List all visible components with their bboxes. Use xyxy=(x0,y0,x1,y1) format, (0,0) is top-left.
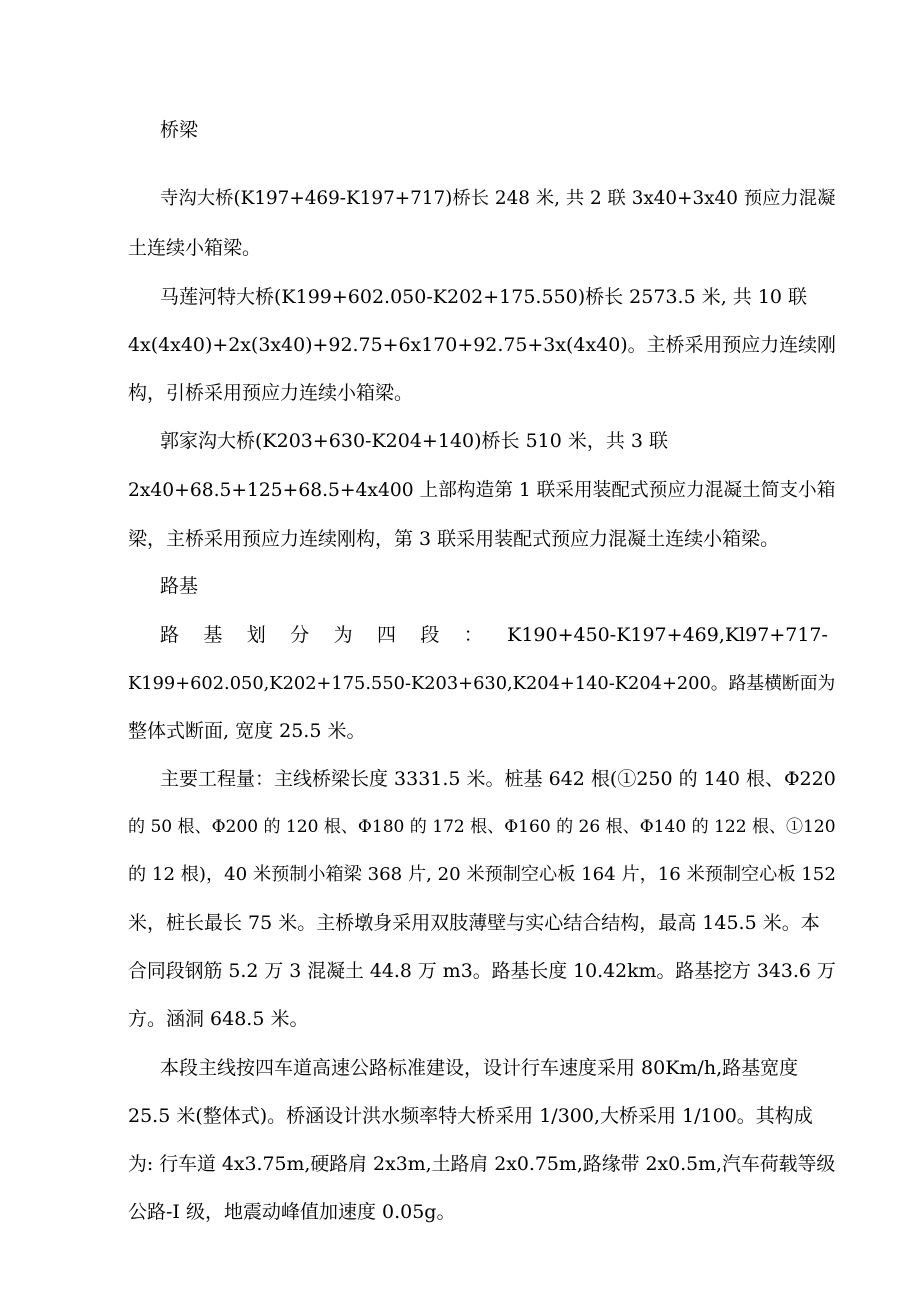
ma-lian-he-bridge-line-2: 4x(4x40)+2x(3x40)+92.75+6x170+92.75+3x(4x40)。主桥采用预应力连续刚 xyxy=(128,334,836,356)
roadbed-char: 分 xyxy=(290,624,310,646)
guo-jia-gou-bridge-line-3: 梁，主桥采用预应力连续刚构，第 3 联采用装配式预应力混凝土连续小箱梁。 xyxy=(128,528,780,550)
guo-jia-gou-bridge-line-2: 2x40+68.5+125+68.5+4x400 上部构造第 1 联采用装配式预应力混凝土简支小箱 xyxy=(128,480,836,501)
roadbed-char: 划 xyxy=(246,624,266,646)
standards-line-4: 公路-I 级，地震动峰值加速度 0.05g。 xyxy=(128,1201,456,1223)
roadbed-char: 为 xyxy=(333,624,353,646)
standards-line-1: 本段主线按四车道高速公路标准建设，设计行车速度采用 80Km/h,路基宽度 xyxy=(160,1057,799,1079)
roadbed-char: 四 xyxy=(376,624,396,646)
roadbed-char: 基 xyxy=(203,624,223,646)
quantities-line-3: 的 12 根)，40 米预制小箱梁 368 片, 20 米预制空心板 164 片，16 米预制空心板 152 xyxy=(128,864,836,885)
quantities-line-6: 方。涵洞 648.5 米。 xyxy=(128,1008,309,1030)
quantities-line-4: 米，桩长最长 75 米。主桥墩身采用双肢薄壁与实心结合结构，最高 145.5 米。本 xyxy=(128,912,820,934)
roadbed-char: ： xyxy=(463,624,483,646)
si-gou-bridge-line-2: 土连续小箱梁。 xyxy=(128,237,262,259)
roadbed-char: 路 xyxy=(160,624,180,646)
standards-line-3: 为: 行车道 4x3.75m,硬路肩 2x3m,土路肩 2x0.75m,路缘带 2x0.5m,汽车荷载等级 xyxy=(128,1153,836,1175)
si-gou-bridge-line-1: 寺沟大桥(K197+469-K197+717)桥长 248 米, 共 2 联 3x40+3x40 预应力混凝 xyxy=(160,188,836,209)
roadbed-char: K190+450-K197+469,Kl97+717- xyxy=(507,624,828,646)
roadbed-line-1 xyxy=(160,620,828,650)
quantities-line-1: 主要工程量：主线桥梁长度 3331.5 米。桩基 642 根(①250 的 140 根、Φ220 xyxy=(160,768,836,790)
roadbed-line-2: K199+602.050,K202+175.550-K203+630,K204+140-K204+200。路基横断面为 xyxy=(128,673,836,694)
quantities-line-5: 合同段钢筋 5.2 万 3 混凝土 44.8 万 m3。路基长度 10.42km。路基挖方 343.6 万 xyxy=(128,960,836,982)
guo-jia-gou-bridge-line-1: 郭家沟大桥(K203+630-K204+140)桥长 510 米，共 3 联 xyxy=(160,430,669,452)
ma-lian-he-bridge-line-3: 构，引桥采用预应力连续小箱梁。 xyxy=(128,382,414,404)
ma-lian-he-bridge-line-1: 马莲河特大桥(K199+602.050-K202+175.550)桥长 2573.5 米, 共 10 联 xyxy=(160,286,808,308)
quantities-line-2: 的 50 根、Φ200 的 120 根、Φ180 的 172 根、Φ160 的 26 根、Φ140 的 122 根、①120 xyxy=(128,817,836,837)
bridge-section-heading: 桥梁 xyxy=(160,119,199,141)
roadbed-char: 段 xyxy=(420,624,440,646)
roadbed-section-heading: 路基 xyxy=(160,575,199,597)
roadbed-line-3: 整体式断面, 宽度 25.5 米。 xyxy=(128,720,366,742)
standards-line-2: 25.5 米(整体式)。桥涵设计洪水频率特大桥采用 1/300,大桥采用 1/100。其构成 xyxy=(128,1105,813,1127)
